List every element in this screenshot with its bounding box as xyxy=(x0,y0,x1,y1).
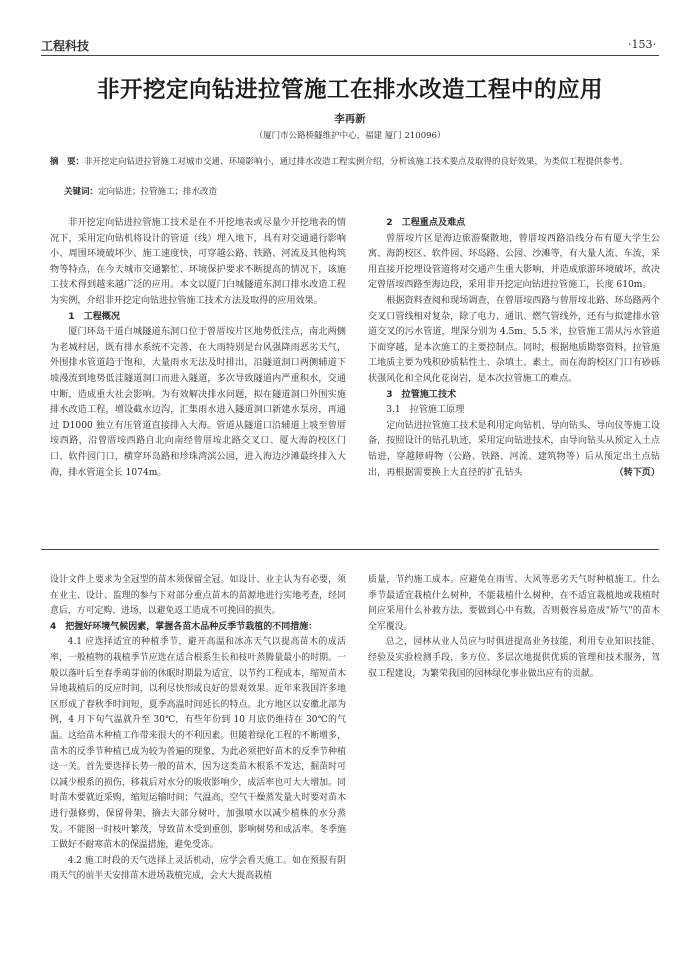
page-number: ·153· xyxy=(628,38,656,51)
intro-paragraph: 非开挖定向钻进拉管施工技术是在不开挖地表或尽量少开挖地表的情况下，采用定向钻机将设计的管道（线）埋入地下，具有对交通通行影响小、周围环境破坏少、施工速度快，可穿越公路、铁路、河流及其他构筑物等特点，在今天城市交通繁忙、环境保护要求不断提高的情况下，该施工技术得到越来越广泛的应用。本文以厦门白城隧道东洞口排水改造工程为实例，介绍非开挖定向钻进拉管施工技术方法及取得的应用效果。 xyxy=(50,218,346,306)
journal-section-label: 工程科技 xyxy=(41,39,90,53)
section-1-paragraph: 厦门环岛干道白城隧道东洞口位于曾厝垵片区地势低洼点，南北两侧为老城村居，既有排水系统不完善，在大雨特别是台风强降雨恶劣天气，外围排水管道趋于饱和，大量雨水无法及时排出，沿隧道洞口两侧辅道下坡漫流到地势低洼隧道洞口而进入隧道，多次导致隧道内严重积水，交通中断，造成重大社会影响。为有效解决排水问题，拟在隧道洞口外围实施排水改造工程，增设截水边沟，汇集雨水进入隧道洞口新建水泵房，再通过 D1000 独立有压管道直接排入大海。管道从隧道口沿辅道上坡至曾厝垵西路，沿曾厝垵西路自北向南经曾厝垵北路交叉口、厦大海韵校区门口、软件园门口，横穿环岛路和珍珠湾滨公园，进入海边沙滩最终排入大海，排水管道全长 1074m。 xyxy=(50,327,346,478)
article-author: 李再新 xyxy=(334,113,366,125)
article-divider xyxy=(41,549,659,550)
section-2-paragraph-b: 根据资料查阅和现场调查，在曾厝垵西路与曾厝垵北路、环岛路两个交叉口管线相对复杂，除了电力、通讯、燃气管线外，还有与拟建排水管道交叉的污水管道，埋深分别为 4.5m、5.5 米，拉管施工需从污水管道下面穿越，是本次施工的主要控制点。同时，根据地质勘察资料，拉管施工地质主要为残积砂质粘性土、杂填土、素土，而在海韵校区门口有砂砾状强风化和全风化花岗岩，是本次拉管施工的难点。 xyxy=(368,295,660,384)
keywords-label: 关键词： xyxy=(64,187,99,197)
abstract-label: 摘 要： xyxy=(50,157,85,167)
article-title: 非开挖定向钻进拉管施工在排水改造工程中的应用 xyxy=(96,77,603,103)
lower-right-paragraph-2: 总之，园林从业人员应与时俱进提高业务技能，利用专业知识技能、经验及实验检测手段，多方位、多层次地提供优质的管理和技术服务，驾驭工程建设，为繁荣我国的园林绿化事业做出应有的贡献。 xyxy=(368,637,660,679)
section-heading-3: 3 拉管施工技术 xyxy=(386,389,457,400)
section-3-1-text: 定向钻进拉管施工技术是利用定向钻机、导向钻头、导向仪等施工设备，按照设计的钻孔轨迹，采用定向钻进技术，由导向钻头从预定入土点钻进，穿越障碍物（公路、铁路、河流、建筑物等）后从预定出土点钻出，再根据需要换上大直径的扩孔钻头 xyxy=(368,420,660,478)
section-heading-1: 1 工程概况 xyxy=(68,311,120,322)
header-divider xyxy=(41,55,659,56)
lower-right-paragraph-1: 质量，节约施工成本。应避免在雨雪、大风等恶劣天气时种植施工。什么季节最适宜栽植什么树种，不能栽植什么树种，在不适宜栽植地或栽植时间应采用什么补救方法，要做到心中有数，否则极容易造成"矫气"的苗木全军覆没。 xyxy=(368,575,660,632)
continued-marker: （转下页） xyxy=(614,467,660,478)
section-4-2-paragraph: 4.2 施工时段的天气选择上灵活机动，应学会看天施工。如在预报有阴雨天气的前半天安排苗木进场栽植完成，会大大提高栽植 xyxy=(50,855,346,882)
keywords-text: 定向钻进；拉管施工；排水改造 xyxy=(98,187,218,197)
author-affiliation: （厦门市公路桥隧维护中心，福建 厦门 210096） xyxy=(254,131,446,141)
section-2-paragraph-a: 曾厝垵片区是海边旅游聚散地，曾厝垵西路沿线分布有厦大学生公寓、海韵校区、软件园、环岛路、公园、沙滩等，有大量人流、车流，采用直接开挖埋设管道将对交通产生重大影响，并造成旅游环境破坏，故决定曾厝垵西路至海边段，采用非开挖定向钻进拉管施工，长度 610m。 xyxy=(368,233,660,291)
abstract-text: 非开挖定向钻进拉管施工对城市交通、环境影响小，通过排水改造工程实例介绍，分析该施工技术要点及取得的良好效果，为类似工程提供参考。 xyxy=(84,157,629,167)
section-3-1-paragraph xyxy=(368,419,660,481)
keywords xyxy=(64,185,217,197)
body-column-right xyxy=(368,216,660,481)
abstract xyxy=(50,155,660,170)
section-heading-2: 2 工程重点及难点 xyxy=(386,218,466,228)
lower-column-left xyxy=(50,573,346,885)
section-heading-4: 4 把握好环境气候因素，掌握各苗木品种反季节栽植的不同措施： xyxy=(50,621,318,632)
body-column-left xyxy=(50,216,346,481)
lower-column-right xyxy=(368,573,660,682)
section-4-1-paragraph: 4.1 应选择适宜的种植季节，避开高温和冰冻天气以提高苗木的成活率，一般植物的栽植季节应选在适合根系生长和枝叶蒸腾量最小的时期。一般以落叶后至春季萌芽前的休眠时期最为适宜，以节约工程成本，缩短苗木异地栽植后的反应时间，以利尽快形成良好的景观效果。近年来我国许多地区形成了春秋季时间短，夏季高温时间延长的特点。北方地区以安徽北部为例，4 月下旬气温就升至 30℃，有些年份到 10 月底仍维持在 30℃的气温。这给苗木种植工作带来很大的不利因素。但随着绿化工程的不断增多，苗木的反季节种植已成为较为普遍的现象，为此必须把好苗木的反季节种植这一关。首先要选择长势一般的苗木，因为这类苗木根系不发达，掘苗时可以减少根系的损伤，移栽后对水分的吸收影响少，成活率也可大大增加。同时苗木要就近采购，缩短运输时间；气温高，空气干燥蒸发量大时要对苗木进行强修剪，保留骨架，摘去大部分树叶，加强喷水以减少植株的水分蒸发。不能图一时枝叶繁茂，导致苗木受到重创，影响树势和成活率。冬季施工做好不耐寒苗木的保温措施，避免受冻。 xyxy=(50,637,346,851)
subsection-heading-3-1: 3.1 拉管施工原理 xyxy=(386,405,465,416)
lower-left-paragraph-1: 设计文件上要求为全冠型的苗木须保留全冠。如设计、业主认为有必要，须在业主、设计、监理的参与下对部分重点苗木的苗源地进行实地考查，经同意后，方可定购、进场，以避免返工造成不可挽回的损失。 xyxy=(50,575,346,617)
